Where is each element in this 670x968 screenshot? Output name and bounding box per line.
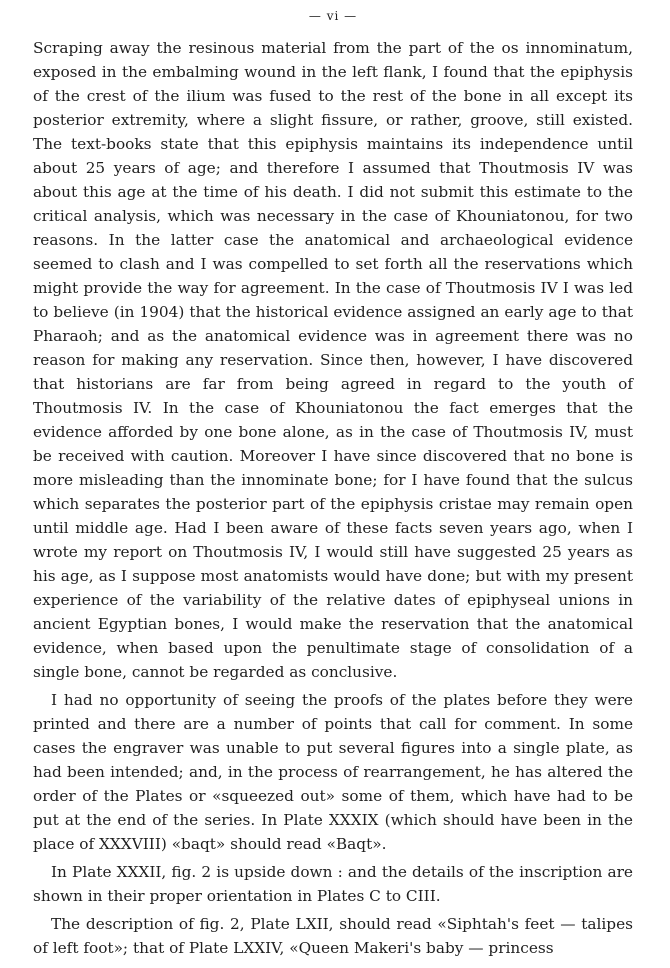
page-number: — vi — — [308, 9, 358, 23]
paragraph: The description of fig. 2, Plate LXII, should read «Siphtah's feet — talipes of left foot»; that of Plate LXXIV, «Queen Makeri's baby — princess — [33, 915, 633, 957]
paragraph: Scraping away the resinous material from the part of the os innominatum, exposed in the embalming wound in the left flank, I found that the epiphysis of the crest of the ilium was fused to the rest of the bone in all except its posterior extremity, where a slight fissure, or rather, groove, still existed. The text-books state that this epiphysis maintains its independence until about 25 years of age; and therefore I assumed that Thoutmosis IV was about this age at the time of his death. I did not submit this estimate to the critical analysis, which was necessary in the case of Khouniatonou, for two reasons. In the latter case the anatomical and archaeological evidence seemed to clash and I was compelled to set forth all the reservations which might provide the way for agreement. In the case of Thoutmosis IV I was led to believe (in 1904) that the historical evidence assigned an early age to that Pharaoh; and as the anatomical evidence was in agreement there was no reason for making any reservation. Since then, however, I have discovered that historians are far from being agreed in regard to the youth of Thoutmosis IV. In the case of Khouniatonou the fact emerges that the evidence afforded by one bone alone, as in the case of Thoutmosis IV, must be received with caution. Moreover I have since discovered that no bone is more misleading than the innominate bone; for I have found that the sulcus which separates the posterior part of the epiphysis cristae may remain open until middle age. Had I been aware of these facts seven years ago, when I wrote my report on Thoutmosis IV, I would still have suggested 25 years as his age, as I suppose most anatomists would have done; but with my present experience of the variability of the relative dates of epiphyseal unions in ancient Egyptian bones, I would make the reservation that the anatomical evidence, when based upon the penultimate stage of consolidation of a single bone, cannot be regarded as conclusive. — [33, 39, 633, 681]
paragraph: In Plate XXXII, fig. 2 is upside down : and the details of the inscription are shown in their proper orientation in Plates C to CIII. — [33, 863, 633, 905]
paragraph: I had no opportunity of seeing the proofs of the plates before they were printed and there are a number of points that call for comment. In some cases the engraver was unable to put several figures into a single plate, as had been intended; and, in the process of rearrangement, he has altered the order of the Plates or «squeezed out» some of them, which have had to be put at the end of the series. In Plate XXXIX (which should have been in the place of XXXVIII) «baqt» should read «Baqt». — [33, 691, 633, 853]
body-text — [33, 36, 633, 960]
